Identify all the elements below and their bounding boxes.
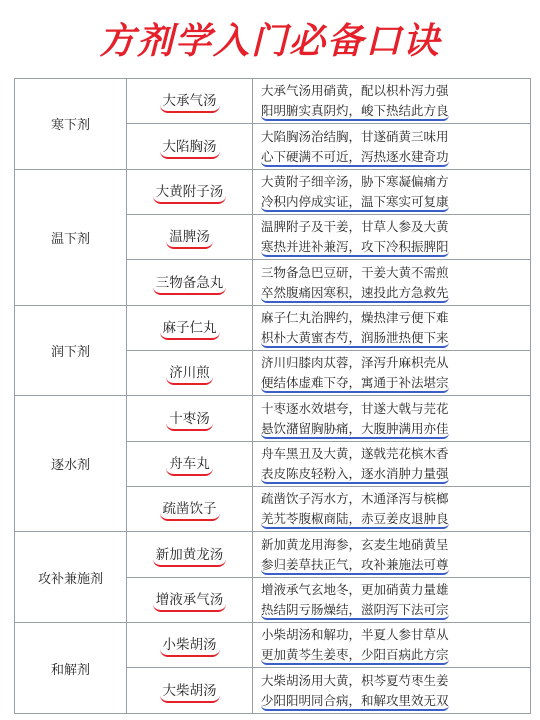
verse-line: 悬饮潴留胸胁痛，大腹肿满用亦佳 (261, 421, 449, 439)
formula-name-cell (127, 215, 253, 260)
formula-name: 温脾汤 (166, 225, 213, 249)
verse-line: 卒然腹痛因寒积，速投此方急救先 (261, 285, 449, 303)
category-cell: 寒下剂 (15, 79, 127, 170)
verse-line: 济川归膝肉苁蓉，泽泻升麻枳壳从 (261, 355, 449, 371)
table-row (15, 79, 531, 124)
formula-table (14, 78, 531, 714)
verse-line: 羌艽苓腹椒商陆，赤豆姜皮退肿良 (261, 511, 449, 529)
table-row (15, 169, 531, 214)
verse-line: 麻子仁丸治脾约，燥热津亏便下难 (261, 309, 449, 325)
formula-name: 济川煎 (166, 361, 213, 385)
verse-line: 参归姜草扶正气，攻补兼施法可尊 (261, 557, 449, 575)
formula-name-cell (127, 487, 253, 532)
verse-cell (253, 577, 531, 622)
verse-line: 寒热并进补兼泻，攻下冷积振脾阳 (261, 239, 449, 257)
formula-name-cell (127, 396, 253, 441)
verse-line: 更加黄芩生姜枣，少阳百病此方宗 (261, 647, 449, 665)
table-row (15, 396, 531, 441)
verse-cell (253, 305, 531, 350)
category-cell: 逐水剂 (15, 396, 127, 532)
table-row (15, 305, 531, 350)
table-row (15, 532, 531, 577)
formula-name-cell (127, 260, 253, 305)
verse-line: 疏凿饮子泻水方，木通泽泻与槟榔 (261, 491, 449, 507)
verse-line: 大承气汤用硝黄，配以枳朴泻力强 (261, 83, 449, 99)
formula-name-cell (127, 79, 253, 124)
formula-name-cell (127, 532, 253, 577)
formula-name-cell (127, 351, 253, 396)
formula-name: 大柴胡汤 (160, 679, 220, 703)
verse-line: 心下硬满不可近，泻热逐水建奇功 (261, 149, 449, 167)
verse-line: 枳朴大黄蜜杏芍，润肠泄热便下来 (261, 330, 449, 348)
verse-line: 大柴胡汤用大黄，枳芩夏芍枣生姜 (261, 672, 449, 688)
verse-line: 小柴胡汤和解功，半夏人参甘草从 (261, 627, 449, 643)
formula-name: 小柴胡汤 (160, 633, 220, 657)
formula-name: 增液承气汤 (153, 588, 227, 612)
verse-line: 三物备急巴豆研，干姜大黄不需煎 (261, 264, 449, 280)
formula-name: 十枣汤 (166, 407, 213, 431)
verse-line: 表皮陈皮轻粉入，逐水消肿力量强 (261, 466, 449, 484)
category-cell: 攻补兼施剂 (15, 532, 127, 623)
verse-cell (253, 441, 531, 486)
verse-cell (253, 351, 531, 396)
verse-cell (253, 623, 531, 668)
verse-line: 大黄附子细辛汤，胁下寒凝偏痛方 (261, 173, 449, 189)
verse-line: 少阳阳明同合病，和解攻里效无双 (261, 693, 449, 711)
verse-cell (253, 169, 531, 214)
page-title: 方剂学入门必备口诀 (98, 20, 441, 62)
verse-line: 阳明腑实真阴灼，峻下热结此方良 (261, 103, 449, 121)
formula-name-cell (127, 577, 253, 622)
formula-name: 舟车丸 (166, 452, 213, 476)
formula-name: 大黄附子汤 (153, 180, 227, 204)
verse-line: 舟车黑丑及大黄，遂戟芫花槟木香 (261, 445, 449, 461)
formula-name-cell (127, 441, 253, 486)
verse-cell (253, 260, 531, 305)
verse-line: 热结阴亏肠燥结，滋阴泻下法可宗 (261, 602, 449, 620)
verse-cell (253, 79, 531, 124)
verse-line: 冷积内停成实证，温下寒实可复康 (261, 194, 449, 212)
formula-name-cell (127, 623, 253, 668)
formula-name-cell (127, 668, 253, 714)
formula-name: 大陷胸汤 (160, 135, 220, 159)
table-row (15, 623, 531, 668)
verse-line: 温脾附子及干姜，甘草人参及大黄 (261, 219, 449, 235)
verse-cell (253, 396, 531, 441)
formula-name: 三物备急丸 (153, 271, 227, 295)
formula-name-cell (127, 124, 253, 169)
category-cell: 和解剂 (15, 623, 127, 714)
formula-name: 疏凿饮子 (160, 497, 220, 521)
verse-line: 十枣逐水效堪夸，甘遂大戟与芫花 (261, 400, 449, 416)
category-cell: 温下剂 (15, 169, 127, 305)
verse-line: 增液承气玄地冬，更加硝黄力量雄 (261, 581, 449, 597)
verse-cell (253, 532, 531, 577)
verse-cell (253, 215, 531, 260)
verse-cell (253, 487, 531, 532)
verse-cell (253, 124, 531, 169)
verse-line: 新加黄龙用海参，玄麦生地硝黄呈 (261, 536, 449, 552)
formula-name-cell (127, 305, 253, 350)
formula-name-cell (127, 169, 253, 214)
verse-line: 便结体虚难下夺，寓通于补法堪宗 (261, 375, 449, 393)
verse-cell (253, 668, 531, 714)
formula-name: 麻子仁丸 (160, 316, 220, 340)
verse-line: 大陷胸汤治结胸，甘遂硝黄三味用 (261, 128, 449, 144)
formula-name: 新加黄龙汤 (153, 543, 227, 567)
category-cell: 润下剂 (15, 305, 127, 396)
formula-name: 大承气汤 (160, 89, 220, 113)
